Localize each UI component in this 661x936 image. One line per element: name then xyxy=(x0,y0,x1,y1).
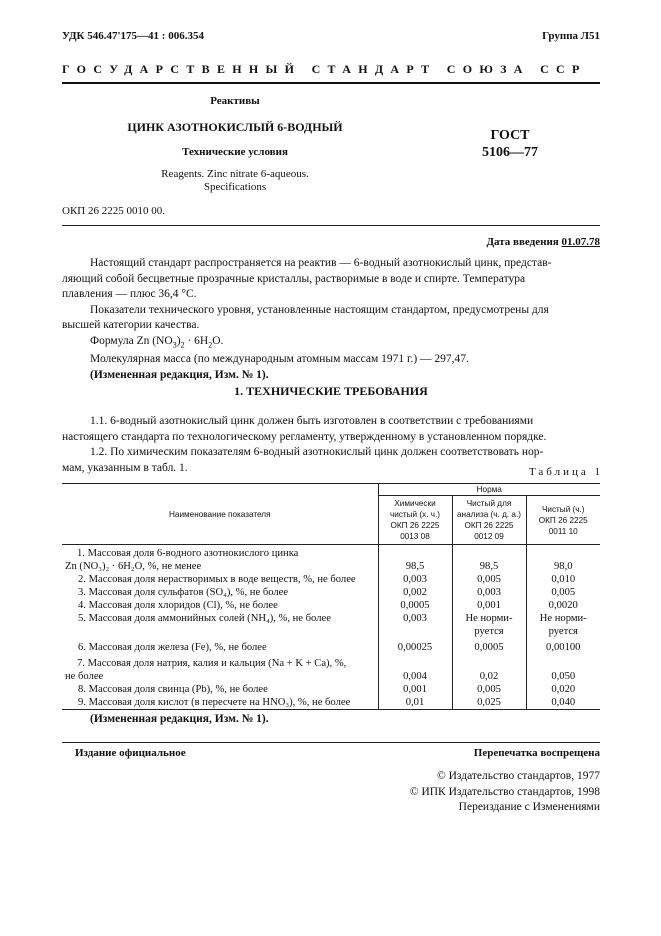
clause-1-2-line1: 1.2. По химическим показателям 6-водный азотнокислый цинк должен соответствовать нор- xyxy=(90,446,544,458)
footer-rule xyxy=(62,742,600,743)
intro-date-label: Дата введения xyxy=(486,236,559,248)
table-row: 3. Массовая доля сульфатов (SO₄), %, не более 0,002 0,003 0,005 xyxy=(62,586,600,599)
col-header-grade-c: Чистый (ч.) ОКП 26 2225 0011 10 xyxy=(526,496,600,545)
reissue-note: Переиздание с Изменениями xyxy=(458,801,600,813)
intro-p1-line2: ляющий собой бесцветные прозрачные кристаллы, растворимые в воде и спирте. Температура xyxy=(62,272,526,285)
category-label: Реактивы xyxy=(210,95,260,107)
okp-code: ОКП 26 2225 0010 00. xyxy=(62,205,165,217)
intro-p1-line3: плавления — плюс 36,4 °С. xyxy=(62,288,197,300)
table-row: 2. Массовая доля нерастворимых в воде веществ, %, не более 0,003 0,005 0,010 xyxy=(62,573,600,586)
intro-p1-line1: Настоящий стандарт распространяется на реактив — 6-водный азотнокислый цинк, представ- xyxy=(90,257,552,269)
intro-text xyxy=(62,256,600,383)
table-row: 4. Массовая доля хлоридов (Cl), %, не более 0,0005 0,001 0,0020 xyxy=(62,599,600,612)
intro-p2-line2: высшей категории качества. xyxy=(62,319,200,331)
amendment-note-1: (Измененная редакция, Изм. № 1). xyxy=(90,368,269,381)
intro-date xyxy=(486,236,600,248)
section-1-text xyxy=(62,414,600,476)
english-title-line1: Reagents. Zinc nitrate 6-aqueous. xyxy=(161,168,309,180)
intro-date-value: 01.07.78 xyxy=(561,236,600,248)
clause-1-2-line2: мам, указанным в табл. 1. xyxy=(62,461,188,474)
formula-line: Формула Zn $(NO_3)_2 \cdot 6H_2O$. xyxy=(90,334,224,349)
standard-subtitle: Технические условия xyxy=(182,146,288,158)
table-row: 8. Массовая доля свинца (Pb), %, не более 0,001 0,005 0,020 xyxy=(62,683,600,696)
group-code: Группа Л51 xyxy=(542,30,600,42)
table-caption: Таблица 1 xyxy=(528,466,603,478)
molecular-mass: Молекулярная масса (по международным атомным массам 1971 г.) — 297,47. xyxy=(90,353,469,366)
udk-code: УДК 546.47'175—41 : 006.354 xyxy=(62,30,204,42)
col-header-norm: Норма xyxy=(378,484,600,496)
copyright-block xyxy=(390,769,600,816)
table-row: 5. Массовая доля аммонийных солей (NH₄), %, не более 0,003 Не норми- руется Не норми- руется xyxy=(62,612,600,638)
table-row: 7. Массовая доля натрия, калия и кальция (Na + K + Ca), %, не более 0,004 0,02 0,050 xyxy=(62,654,600,683)
official-edition: Издание официальное xyxy=(75,747,186,759)
clause-1-1-line2: настоящего стандарта по технологическому регламенту, утвержденному в установленном порядке. xyxy=(62,430,547,443)
table-row: 9. Массовая доля кислот (в пересчете на HNO₃), %, не более 0,01 0,025 0,040 xyxy=(62,696,600,710)
copyright-1977: © Издательство стандартов, 1977 xyxy=(436,770,600,782)
english-title-line2: Specifications xyxy=(203,181,267,193)
spec-table xyxy=(62,483,600,710)
section-1-heading: 1. ТЕХНИЧЕСКИЕ ТРЕБОВАНИЯ xyxy=(234,384,428,398)
table-row: 1. Массовая доля 6-водного азотнокислого цинка Zn (NO₃)₂ · 6H₂O, %, не менее 98,5 98,5 98,0 xyxy=(62,545,600,574)
banner-rule xyxy=(62,82,600,84)
col-header-grade-a: Химически чистый (х. ч.) ОКП 26 2225 0013 08 xyxy=(378,496,452,545)
table-row: 6. Массовая доля железа (Fe), %, не более 0,00025 0,0005 0,00100 xyxy=(62,638,600,654)
standard-title: ЦИНК АЗОТНОКИСЛЫЙ 6-ВОДНЫЙ xyxy=(127,120,343,134)
amendment-note-2: (Измененная редакция, Изм. № 1). xyxy=(90,713,269,725)
intro-p2-line1: Показатели технического уровня, установленные настоящим стандартом, предусмотрены для xyxy=(90,303,549,316)
gost-number: 5106—77 xyxy=(482,145,538,160)
gost-label: ГОСТ xyxy=(490,128,530,143)
title-rule xyxy=(62,225,600,226)
clause-1-1-line1: 1.1. 6-водный азотнокислый цинк должен быть изготовлен в соответствии с требованиями xyxy=(90,415,534,427)
reprint-prohibited: Перепечатка воспрещена xyxy=(473,747,600,759)
state-standard-banner: ГОСУДАРСТВЕННЫЙ СТАНДАРТ СОЮЗА ССР xyxy=(62,62,587,76)
copyright-1998: © ИПК Издательство стандартов, 1998 xyxy=(409,785,600,798)
col-header-name: Наименование показателя xyxy=(62,484,378,545)
col-header-grade-b: Чистый для анализа (ч. д. а.) ОКП 26 2225 0012 09 xyxy=(452,496,526,545)
